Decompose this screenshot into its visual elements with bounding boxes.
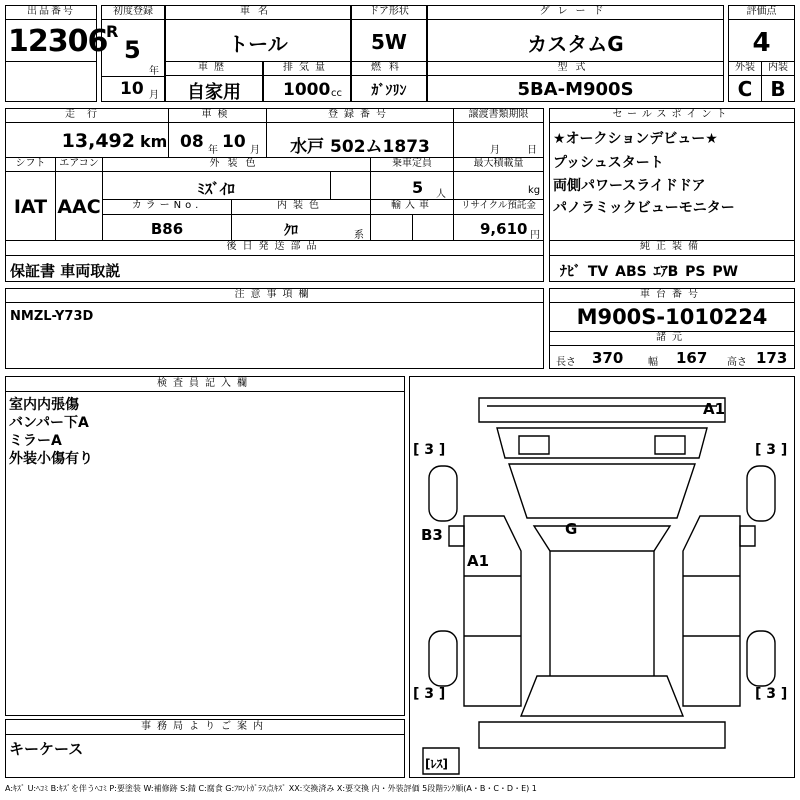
lot-label-line <box>5 19 97 20</box>
capacity-unit: 人 <box>436 189 446 200</box>
model-name: トール <box>228 32 288 56</box>
shift-label: シフト <box>15 158 46 169</box>
month-unit: 月 <box>149 90 159 101</box>
ext-color-value: ﾐｽﾞｲﾛ <box>197 180 235 198</box>
type-label: 型式 <box>557 62 594 73</box>
inspector-line-4: 外装小傷有り <box>9 451 93 467</box>
sales-line-2: プッシュスタート <box>553 155 664 171</box>
tire-rear-left: [ 3 ] <box>413 686 446 702</box>
transfer-day-unit: 日 <box>527 145 537 156</box>
grade-label: グレード <box>539 6 612 17</box>
exterior-label: 外装 <box>735 62 755 73</box>
recycle-value: 9,610 <box>480 220 528 238</box>
fuel-label: 燃料 <box>371 62 407 73</box>
score-value: 4 <box>752 28 771 58</box>
km-unit: km <box>140 132 168 151</box>
inspection-label: 車検 <box>201 109 234 120</box>
shift-line <box>5 171 56 172</box>
later-label: 後日発送部品 <box>226 241 323 252</box>
spare-tire-mark: [ﾚｽ] <box>425 757 448 771</box>
plate-value: 水戸 502ム1873 <box>290 137 430 157</box>
era-mark: R <box>106 22 119 41</box>
chassis-line <box>549 302 795 303</box>
model-label: 車名 <box>240 6 276 17</box>
sales-line <box>549 122 795 123</box>
sales-line-4: パノラミックビューモニター <box>553 200 735 216</box>
width-label: 幅 <box>648 357 658 368</box>
transfer-label: 譲渡書類期限 <box>468 109 529 120</box>
model-line <box>165 19 351 20</box>
inspection-year: 08 <box>180 132 204 152</box>
inspection-month: 10 <box>222 132 246 152</box>
specs-line <box>549 345 795 346</box>
transfer-line <box>453 122 544 123</box>
notes-line <box>5 302 544 303</box>
ac-label: エアコン <box>59 158 99 169</box>
int-color-label: 内装色 <box>277 200 325 211</box>
recycle-line <box>453 214 544 215</box>
grade-value: カスタムG <box>527 32 624 56</box>
equipment-value: ﾅﾋﾞ TV ABS ｴｱB PS PW <box>560 264 739 280</box>
sales-line-1: ★オークションデビュー★ <box>553 131 718 147</box>
history-line <box>165 75 263 76</box>
car-diagram <box>409 376 795 778</box>
load-label: 最大積載量 <box>473 158 524 169</box>
exterior-line <box>728 75 762 76</box>
transfer-month-unit: 月 <box>490 145 500 156</box>
ext-color-divider <box>330 171 331 200</box>
int-color-value: ｸﾛ <box>284 223 298 239</box>
later-value: 保証書 車両取説 <box>10 262 121 280</box>
length-value: 370 <box>592 349 624 367</box>
import-divider <box>412 214 413 241</box>
capacity-value: 5 <box>412 178 424 197</box>
sales-label: セールスポイント <box>612 109 732 120</box>
history-label: 車歴 <box>198 62 230 73</box>
grade-line <box>427 19 724 20</box>
door-label: ドア形状 <box>369 6 409 17</box>
interior-grade: B <box>770 77 786 101</box>
office-value: キーケース <box>9 740 84 758</box>
load-line <box>453 171 544 172</box>
mileage-line <box>5 122 169 123</box>
height-label: 高さ <box>727 357 747 368</box>
ac-line <box>55 171 103 172</box>
ext-color-label: 外装色 <box>209 158 264 169</box>
fuel-line <box>351 75 427 76</box>
notes-label: 注意事項欄 <box>234 289 315 300</box>
year-unit: 年 <box>149 66 159 77</box>
mileage-label: 走行 <box>65 109 109 120</box>
plate-label: 登録番号 <box>328 109 392 120</box>
mark-left-side: B3 <box>421 526 443 544</box>
door-type: 5W <box>371 30 407 54</box>
tire-rear-right: [ 3 ] <box>755 686 788 702</box>
equipment-label: 純正装備 <box>640 241 704 252</box>
legend-text: A:ｷｽﾞ U:ﾍｺﾐ B:ｷｽﾞを伴うﾍｺﾐ P:要塗装 W:補修跡 S:錆 C:腐食 G:ﾌﾛﾝﾄｶﾞﾗｽ点ｷｽﾞ XX:交換済み X:要交換 内・外装評価 5段階ﾗﾝｸ順(A・B・C・D・E) 1 <box>5 784 537 793</box>
specs-label: 諸元 <box>656 332 688 343</box>
fuel-value: ｶﾞｿﾘﾝ <box>371 83 407 99</box>
inspection-year-unit: 年 <box>208 145 218 156</box>
mark-left-door: A1 <box>467 552 490 570</box>
type-value: 5BA-M900S <box>517 79 634 100</box>
chassis-label: 車台番号 <box>640 289 704 300</box>
plate-line <box>266 122 454 123</box>
equipment-line <box>549 255 795 256</box>
import-label: 輸入車 <box>391 200 433 211</box>
displacement-line <box>263 75 351 76</box>
displacement-label: 排気量 <box>283 62 331 73</box>
ac-value: AAC <box>57 196 101 218</box>
reg-month: 10 <box>120 79 144 99</box>
cc-unit: cc <box>331 88 342 99</box>
color-no-label: カラーNo. <box>131 200 203 211</box>
int-color-line <box>231 214 371 215</box>
inspector-line-3: ミラーA <box>9 433 62 449</box>
score-label: 評価点 <box>746 6 777 17</box>
recycle-unit: 円 <box>530 230 540 241</box>
lot-number: 12306 <box>8 24 108 59</box>
sales-line-3: 両側パワースライドドア <box>553 178 706 194</box>
tire-front-left: [ 3 ] <box>413 442 446 458</box>
inspector-line-2: バンパー下A <box>9 415 89 431</box>
reg-year: 5 <box>124 36 141 64</box>
interior-label: 内装 <box>768 62 788 73</box>
inspector-line-1: 室内内張傷 <box>9 397 79 413</box>
notes-value: NMZL-Y73D <box>10 309 94 324</box>
score-line <box>728 19 795 20</box>
capacity-line <box>370 171 454 172</box>
reg-month-line <box>101 76 165 77</box>
lot-blank-box <box>5 61 97 102</box>
first-reg-line <box>101 19 165 20</box>
capacity-label: 乗車定員 <box>392 158 432 169</box>
color-no-line <box>102 214 232 215</box>
inspector-label: 検査員記入欄 <box>157 378 253 389</box>
door-line <box>351 19 427 20</box>
recycle-label: リサイクル預託金 <box>461 200 536 211</box>
int-color-unit: 系 <box>354 230 364 241</box>
mark-windshield: G <box>565 520 578 538</box>
width-value: 167 <box>676 349 708 367</box>
office-line <box>5 734 405 735</box>
office-label: 事務局よりご案内 <box>141 721 269 732</box>
first-reg-label: 初度登録 <box>113 6 153 17</box>
length-label: 長さ <box>556 357 576 368</box>
lot-label: 出品番号 <box>27 6 75 17</box>
color-no-value: B86 <box>150 220 184 238</box>
later-line <box>5 255 544 256</box>
interior-line <box>761 75 795 76</box>
mileage-value: 13,492 <box>61 130 135 152</box>
exterior-grade: C <box>737 77 753 101</box>
mark-front-right: A1 <box>703 400 726 418</box>
tire-front-right: [ 3 ] <box>755 442 788 458</box>
load-unit: kg <box>528 185 541 196</box>
inspector-line <box>5 391 405 392</box>
type-line <box>427 75 724 76</box>
shift-value: IAT <box>13 196 48 218</box>
chassis-value: M900S-1010224 <box>576 305 768 329</box>
displacement-value: 1000 <box>283 80 331 100</box>
history-value: 自家用 <box>187 82 241 103</box>
height-value: 173 <box>756 349 788 367</box>
inspection-month-unit: 月 <box>250 145 260 156</box>
inspection-line <box>168 122 267 123</box>
